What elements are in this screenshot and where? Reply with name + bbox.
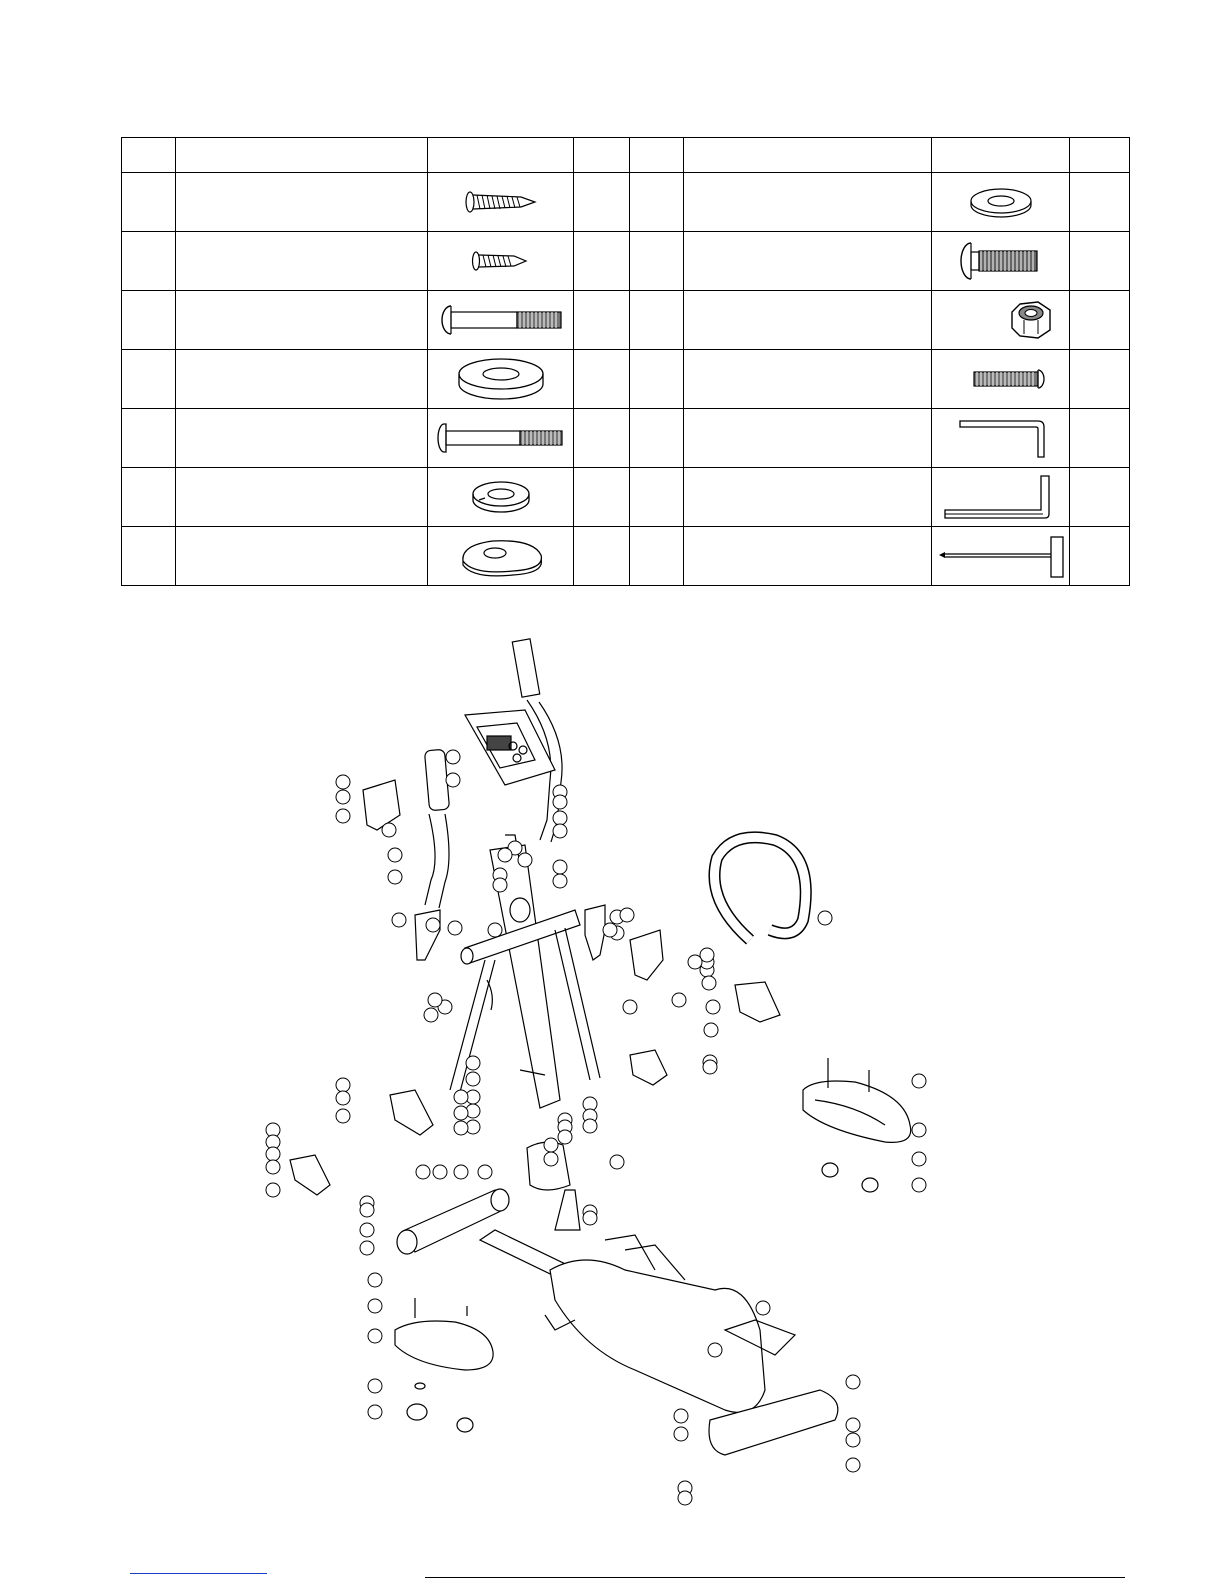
table-cell: [932, 409, 1070, 468]
right-pedal-icon: [803, 1058, 911, 1192]
table-row: [122, 468, 1130, 527]
table-cell: [176, 291, 428, 350]
callout-circle: [454, 1121, 468, 1135]
table-cell: [1070, 350, 1130, 409]
callout-markers: [266, 750, 926, 1505]
table-row: [122, 173, 1130, 232]
callout-circle: [448, 921, 462, 935]
callout-circle: [454, 1090, 468, 1104]
table-cell: [122, 291, 176, 350]
callout-circle: [518, 853, 532, 867]
header-cell: [428, 138, 574, 173]
callout-circle: [553, 874, 567, 888]
t-handle-screwdriver-icon: [933, 531, 1069, 581]
header-cell: [684, 138, 932, 173]
callout-circle: [428, 993, 442, 1007]
table-cell: [684, 409, 932, 468]
table-row: [122, 527, 1130, 586]
callout-circle: [610, 1155, 624, 1169]
callout-circle: [392, 913, 406, 927]
callout-circle: [336, 1091, 350, 1105]
table-cell: [932, 173, 1070, 232]
callout-circle: [266, 1160, 280, 1174]
callout-circle: [688, 955, 702, 969]
table-cell: [932, 468, 1070, 527]
callout-circle: [493, 878, 507, 892]
callout-circle: [368, 1273, 382, 1287]
table-cell: [428, 291, 574, 350]
table-cell: [1070, 173, 1130, 232]
callout-circle: [544, 1138, 558, 1152]
carriage-bolt-long-icon: [437, 302, 565, 338]
callout-circle: [454, 1106, 468, 1120]
callout-circle: [426, 918, 440, 932]
table-cell: [932, 350, 1070, 409]
callout-circle: [368, 1299, 382, 1313]
table-cell: [122, 468, 176, 527]
table-cell: [630, 350, 684, 409]
callout-circle: [446, 773, 460, 787]
callout-circle: [674, 1409, 688, 1423]
callout-circle: [703, 1060, 717, 1074]
callout-circle: [466, 1056, 480, 1070]
callout-circle: [368, 1329, 382, 1343]
callout-circle: [672, 993, 686, 1007]
table-cell: [630, 173, 684, 232]
header-cell: [1070, 138, 1130, 173]
callout-circle: [336, 775, 350, 789]
callout-circle: [912, 1074, 926, 1088]
table-cell: [122, 173, 176, 232]
callout-circle: [360, 1241, 374, 1255]
left-bracket-icon: [290, 780, 440, 1195]
callout-circle: [756, 1301, 770, 1315]
callout-circle: [846, 1433, 860, 1447]
table-cell: [684, 291, 932, 350]
table-cell: [1070, 291, 1130, 350]
header-cell: [574, 138, 630, 173]
left-handlebar-icon: [424, 749, 449, 908]
header-cell: [122, 138, 176, 173]
table-cell: [176, 527, 428, 586]
table-cell: [684, 232, 932, 291]
callout-circle: [678, 1491, 692, 1505]
allen-wrench-small-icon: [946, 415, 1056, 461]
table-cell: [932, 232, 1070, 291]
nylon-lock-nut-icon: [946, 298, 1056, 342]
callout-circle: [912, 1152, 926, 1166]
table-cell: [428, 350, 574, 409]
table-cell: [176, 232, 428, 291]
table-cell: [684, 173, 932, 232]
callout-circle: [603, 923, 617, 937]
table-cell: [428, 173, 574, 232]
callout-circle: [360, 1203, 374, 1217]
footer-rule: [425, 1577, 1125, 1578]
callout-circle: [466, 1072, 480, 1086]
table-cell: [122, 350, 176, 409]
table-cell: [684, 527, 932, 586]
self-tapping-screw-small-icon: [468, 247, 534, 275]
table-cell: [684, 350, 932, 409]
table-header-row: [122, 138, 1130, 173]
table-cell: [574, 409, 630, 468]
callout-circle: [336, 1109, 350, 1123]
split-lock-washer-icon: [469, 476, 533, 518]
callout-circle: [702, 976, 716, 990]
threaded-rod-icon: [946, 364, 1056, 394]
table-cell: [176, 350, 428, 409]
header-cell: [630, 138, 684, 173]
callout-circle: [368, 1379, 382, 1393]
carriage-bolt-short-icon: [959, 239, 1043, 283]
table-cell: [1070, 527, 1130, 586]
callout-circle: [553, 824, 567, 838]
callout-circle: [846, 1375, 860, 1389]
table-cell: [932, 527, 1070, 586]
callout-circle: [266, 1183, 280, 1197]
table-row: [122, 409, 1130, 468]
callout-circle: [583, 1211, 597, 1225]
table-cell: [574, 350, 630, 409]
callout-circle: [704, 1023, 718, 1037]
table-cell: [1070, 409, 1130, 468]
callout-circle: [446, 750, 460, 764]
callout-circle: [708, 1343, 722, 1357]
callout-circle: [336, 790, 350, 804]
table-cell: [122, 527, 176, 586]
table-cell: [630, 468, 684, 527]
table-cell: [176, 409, 428, 468]
callout-circle: [478, 1165, 492, 1179]
callout-circle: [846, 1418, 860, 1432]
callout-circle: [553, 795, 567, 809]
thick-flat-washer-icon: [453, 354, 549, 404]
callout-circle: [424, 1008, 438, 1022]
table-cell: [684, 468, 932, 527]
table-cell: [630, 232, 684, 291]
callout-circle: [912, 1123, 926, 1137]
callout-circle: [388, 870, 402, 884]
table-cell: [932, 291, 1070, 350]
callout-circle: [558, 1130, 572, 1144]
callout-circle: [360, 1223, 374, 1237]
table-cell: [122, 232, 176, 291]
table-row: [122, 232, 1130, 291]
callout-circle: [388, 848, 402, 862]
table-cell: [630, 409, 684, 468]
callout-circle: [553, 811, 567, 825]
table-cell: [630, 291, 684, 350]
callout-circle: [553, 860, 567, 874]
table-cell: [574, 468, 630, 527]
table-cell: [122, 409, 176, 468]
callout-circle: [454, 1165, 468, 1179]
console-icon: [465, 710, 555, 785]
header-cell: [176, 138, 428, 173]
table-cell: [428, 232, 574, 291]
hardware-table: [121, 137, 1130, 586]
callout-circle: [416, 1165, 430, 1179]
curved-washer-icon: [453, 535, 549, 577]
exploded-assembly-diagram: [255, 630, 955, 1510]
table-row: [122, 291, 1130, 350]
flat-washer-large-icon: [966, 182, 1036, 222]
callout-circle: [382, 823, 396, 837]
table-cell: [1070, 232, 1130, 291]
allen-wrench-large-icon: [937, 470, 1065, 524]
table-cell: [574, 527, 630, 586]
callout-circle: [706, 1000, 720, 1014]
callout-circle: [846, 1458, 860, 1472]
callout-circle: [266, 1147, 280, 1161]
callout-circle: [433, 1165, 447, 1179]
callout-circle: [498, 848, 512, 862]
main-frame-icon: [480, 1190, 838, 1455]
table-cell: [176, 173, 428, 232]
footer-link-underline: [130, 1573, 267, 1574]
callout-circle: [583, 1119, 597, 1133]
table-cell: [574, 291, 630, 350]
callout-circle: [368, 1405, 382, 1419]
table-cell: [428, 527, 574, 586]
callout-circle: [336, 1078, 350, 1092]
table-cell: [428, 409, 574, 468]
callout-circle: [620, 908, 634, 922]
table-row: [122, 350, 1130, 409]
table-cell: [574, 173, 630, 232]
table-cell: [428, 468, 574, 527]
callout-circle: [674, 1427, 688, 1441]
callout-circle: [818, 911, 832, 925]
callout-circle: [623, 1000, 637, 1014]
callout-circle: [488, 923, 502, 937]
callout-circle: [336, 809, 350, 823]
long-bolt-icon: [434, 421, 568, 455]
table-cell: [630, 527, 684, 586]
table-cell: [1070, 468, 1130, 527]
table-cell: [574, 232, 630, 291]
self-tapping-screw-large-icon: [461, 187, 541, 217]
callout-circle: [912, 1178, 926, 1192]
header-cell: [932, 138, 1070, 173]
table-cell: [176, 468, 428, 527]
left-pedal-icon: [395, 1298, 493, 1432]
callout-circle: [544, 1152, 558, 1166]
loop-handle-icon: [714, 837, 805, 940]
